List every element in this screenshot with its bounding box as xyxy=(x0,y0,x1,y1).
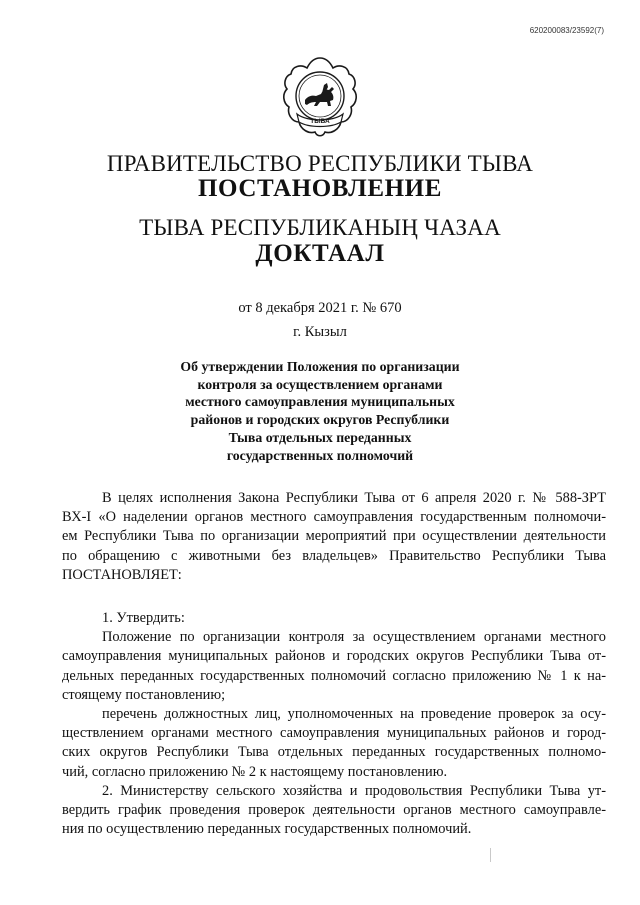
paragraph-line: дельных переданных государственных полномочий согласно приложению № 1 к на- xyxy=(62,667,606,684)
scan-artifact xyxy=(490,848,491,862)
paragraph-line: ВХ-I «О наделении органов местного самоуправления государственным полномочи- xyxy=(62,509,606,526)
government-title-tyv: ТЫВА РЕСПУБЛИКАНЫҢ ЧАЗАА xyxy=(139,215,501,240)
government-title-ru: ПРАВИТЕЛЬСТВО РЕСПУБЛИКИ ТЫВА xyxy=(106,151,534,176)
decree-subject xyxy=(160,358,480,464)
paragraph-line: ПОСТАНОВЛЯЕТ: xyxy=(62,566,182,583)
paragraph-line: самоуправления муниципальных районов и городских округов Республики Тыва от- xyxy=(62,648,606,665)
paragraph-line: ем Республики Тыва по организации мероприятий при осуществлении деятельности xyxy=(62,528,606,545)
item-1-title: 1. Утвердить: xyxy=(102,610,185,626)
decree-city: г. Кызыл xyxy=(293,324,347,340)
paragraph-line: чий, согласно приложению № 2 к настоящему постановлению. xyxy=(62,763,448,780)
paragraph-line: 2. Министерству сельского хозяйства и продовольствия Республики Тыва ут- xyxy=(102,782,606,799)
decree-title-ru: ПОСТАНОВЛЕНИЕ xyxy=(197,175,443,202)
preamble-paragraph xyxy=(62,489,606,585)
subject-line: контроля за осуществлением органами xyxy=(197,376,443,392)
subject-line: районов и городских округов Республики xyxy=(190,412,450,428)
paragraph-line: ских округов Республики Тыва отдельных переданных государственных полномо- xyxy=(62,744,606,761)
paragraph-line: ния по осуществлению переданных государственных полномочий. xyxy=(62,821,472,838)
decree-items xyxy=(62,609,606,839)
subject-line: Тыва отдельных переданных xyxy=(228,429,412,445)
paragraph-line: ществлением органами местного самоуправления муниципальных районов и город- xyxy=(62,725,606,742)
paragraph-line: вердить график проведения проверок деятельности органов местного самоуправле- xyxy=(62,802,606,819)
paragraph-line: перечень должностных лиц, уполномоченных на проведение проверок за осу- xyxy=(102,706,606,723)
paragraph-line: Положение по организации контроля за осуществлением органами местного xyxy=(102,629,606,646)
paragraph-line: стоящему постановлению; xyxy=(62,686,226,703)
decree-date: от 8 декабря 2021 г. № 670 xyxy=(238,300,402,316)
subject-line: Об утверждении Положения по организации xyxy=(180,359,460,374)
paragraph-line: по обращению с животными без владельцев» Правительство Республики Тыва xyxy=(62,547,606,564)
subject-line: местного самоуправления муниципальных xyxy=(185,394,455,410)
subject-line: государственных полномочий xyxy=(226,447,414,463)
document-code: 620200083/23592(7) xyxy=(529,26,604,35)
decree-title-tyv: ДОКТААЛ xyxy=(255,240,385,267)
tuva-coat-of-arms-icon xyxy=(281,56,359,140)
svg-text:ТЫВА: ТЫВА xyxy=(310,118,330,125)
paragraph-line: В целях исполнения Закона Республики Тыва от 6 апреля 2020 г. № 588-ЗРТ xyxy=(102,490,606,506)
